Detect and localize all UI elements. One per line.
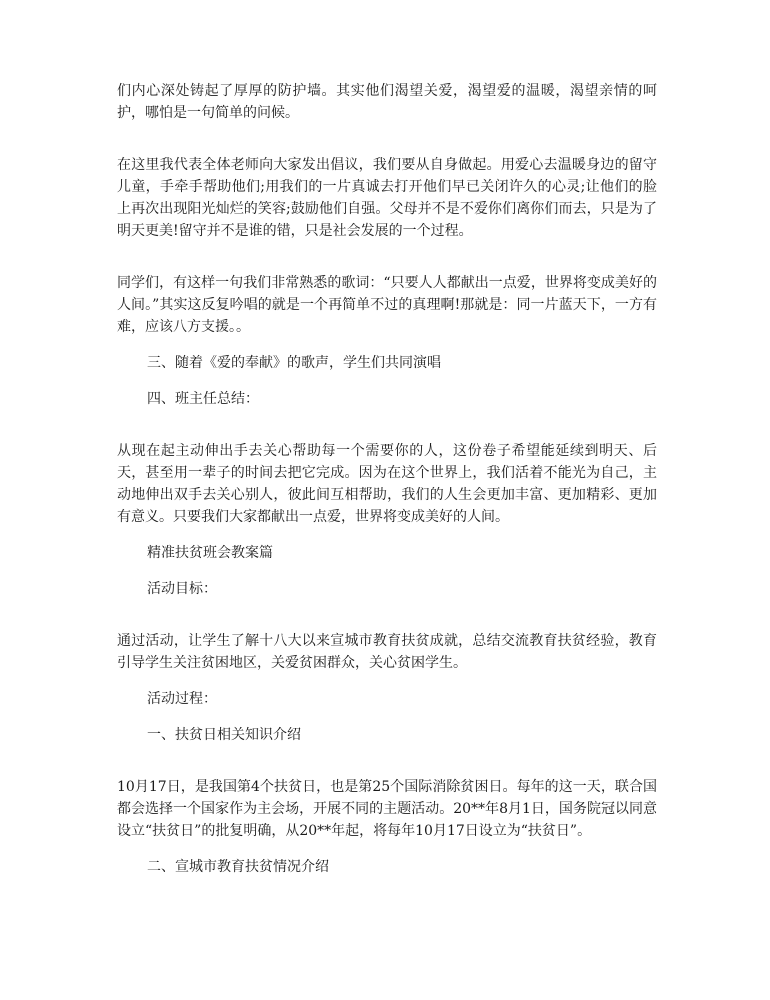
paragraph-song-lyrics: 同学们，有这样一句我们非常熟悉的歌词：“只要人人都献出一点爱，世界将变成美好的人间。”其实这反复吟唱的就是一个再简单不过的真理啊!那就是：同一片蓝天下，一方有难，应该八方支援。。: [117, 275, 657, 335]
paragraph-summary: 从现在起主动伸出手去关心帮助每一个需要你的人，这份卷子希望能延续到明天、后天，甚至用一辈子的时间去把它完成。因为在这个世界上，我们活着不能光为自己，主动地伸出双手去关心别人，彼此间互相帮助，我们的人生会更加丰富、更加精彩、更加有意义。只要我们大家都献出一点爱，世界将变成美好的人间。: [117, 443, 657, 525]
heading-poverty-day-intro: 一、扶贫日相关知识介绍: [147, 727, 301, 743]
heading-activity-goals: 活动目标：: [147, 581, 217, 597]
paragraph-teacher-proposal: 在这里我代表全体老师向大家发出倡议，我们要从自身做起。用爱心去温暖身边的留守儿童，手牵手帮助他们;用我们的一片真诚去打开他们早已关闭许久的心灵;让他们的脸上再次出现阳光灿烂的笑容;鼓励他们自强。父母并不是不爱你们离你们而去，只是为了明天更美!留守并不是谁的错，只是社会发展的一个过程。: [117, 157, 657, 239]
heading-activity-process: 活动过程：: [147, 691, 217, 707]
paragraph-protective-wall: 们内心深处铸起了厚厚的防护墙。其实他们渴望关爱，渴望爱的温暖，渴望亲情的呵护，哪怕是一句简单的问候。: [117, 83, 657, 121]
heading-section-three: 三、随着《爱的奉献》的歌声，学生们共同演唱: [147, 355, 441, 371]
paragraph-activity-goals: 通过活动，让学生了解十八大以来宣城市教育扶贫成就，总结交流教育扶贫经验，教育引导学生关注贫困地区，关爱贫困群众，关心贫困学生。: [117, 633, 657, 671]
paragraph-poverty-day: 10月17日，是我国第4个扶贫日，也是第25个国际消除贫困日。每年的这一天，联合国都会选择一个国家作为主会场，开展不同的主题活动。20**年8月1日，国务院冠以同意设立“扶贫日”的批复明确，从20**年起，将每年10月17日设立为“扶贫日”。: [117, 779, 657, 839]
document-page: [117, 80, 657, 878]
heading-xuancheng-intro: 二、宣城市教育扶贫情况介绍: [147, 859, 329, 875]
heading-lesson-plan: 精准扶贫班会教案篇: [147, 545, 273, 561]
heading-section-four: 四、班主任总结：: [147, 391, 259, 407]
